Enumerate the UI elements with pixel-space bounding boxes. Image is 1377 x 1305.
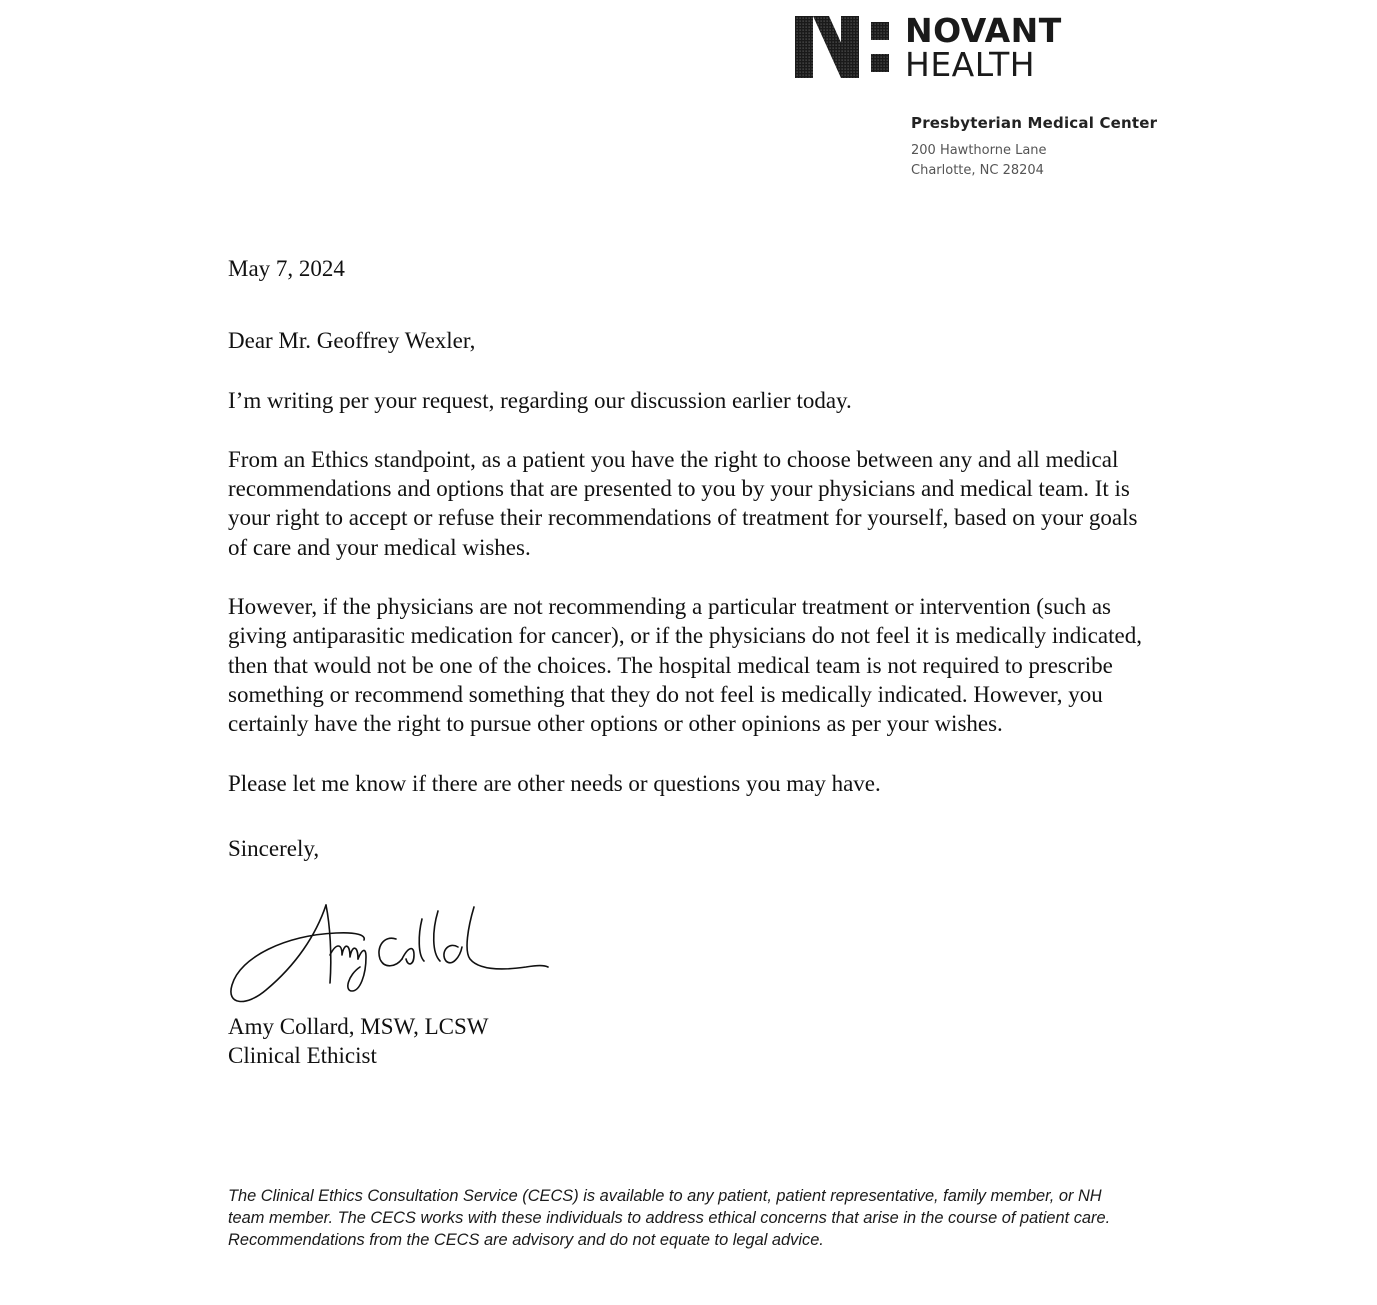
paragraph-1: I’m writing per your request, regarding our discussion earlier today. bbox=[228, 387, 852, 413]
paragraph-2: From an Ethics standpoint, as a patient you have the right to choose between any and all medical recommendations and options that are presented to you by your physicians and medical team. It is your right to accept or refuse their recommendations of treatment for yourself, based on your goals of care and your medical wishes. bbox=[228, 446, 1138, 560]
signer-title: Clinical Ethicist bbox=[228, 1043, 377, 1069]
brand-name bbox=[905, 11, 1062, 84]
letter-body bbox=[228, 254, 1158, 863]
brand-line-novant: NOVANT bbox=[905, 11, 1062, 50]
salutation: Dear Mr. Geoffrey Wexler, bbox=[228, 328, 476, 354]
letter-date: May 7, 2024 bbox=[228, 256, 345, 281]
novant-health-logo bbox=[795, 11, 1085, 84]
address-line-1: 200 Hawthorne Lane bbox=[911, 143, 1047, 158]
handwritten-signature-icon bbox=[226, 895, 556, 1010]
facility-name: Presbyterian Medical Center bbox=[911, 114, 1158, 132]
address-line-2: Charlotte, NC 28204 bbox=[911, 163, 1044, 178]
facility-block bbox=[911, 114, 1157, 181]
brand-line-health: HEALTH bbox=[905, 45, 1036, 84]
paragraph-3: However, if the physicians are not recommending a particular treatment or intervention (such as giving antiparasitic medication for cancer), or if the physicians do not feel it is medically indicated, then that would not be one of the choices. The hospital medical team is not required to prescribe something or recommend something that they do not feel is medically indicated. However, you certainly have the right to pursue other options or other opinions as per your wishes. bbox=[228, 594, 1142, 737]
closing: Sincerely, bbox=[228, 835, 320, 861]
signer-name: Amy Collard, MSW, LCSW bbox=[228, 1014, 489, 1039]
signer-block bbox=[228, 1012, 488, 1071]
novant-n-logo-icon bbox=[795, 16, 895, 78]
paragraph-4: Please let me know if there are other needs or questions you may have. bbox=[228, 770, 881, 796]
cecs-disclaimer: The Clinical Ethics Consultation Service (CECS) is available to any patient, patient representative, family member, or NH team member. The CECS works with these individuals to address ethical concerns that arise in the course of patient care. Recommendations from the CECS are advisory and do not equate to legal advice. bbox=[228, 1187, 1111, 1249]
